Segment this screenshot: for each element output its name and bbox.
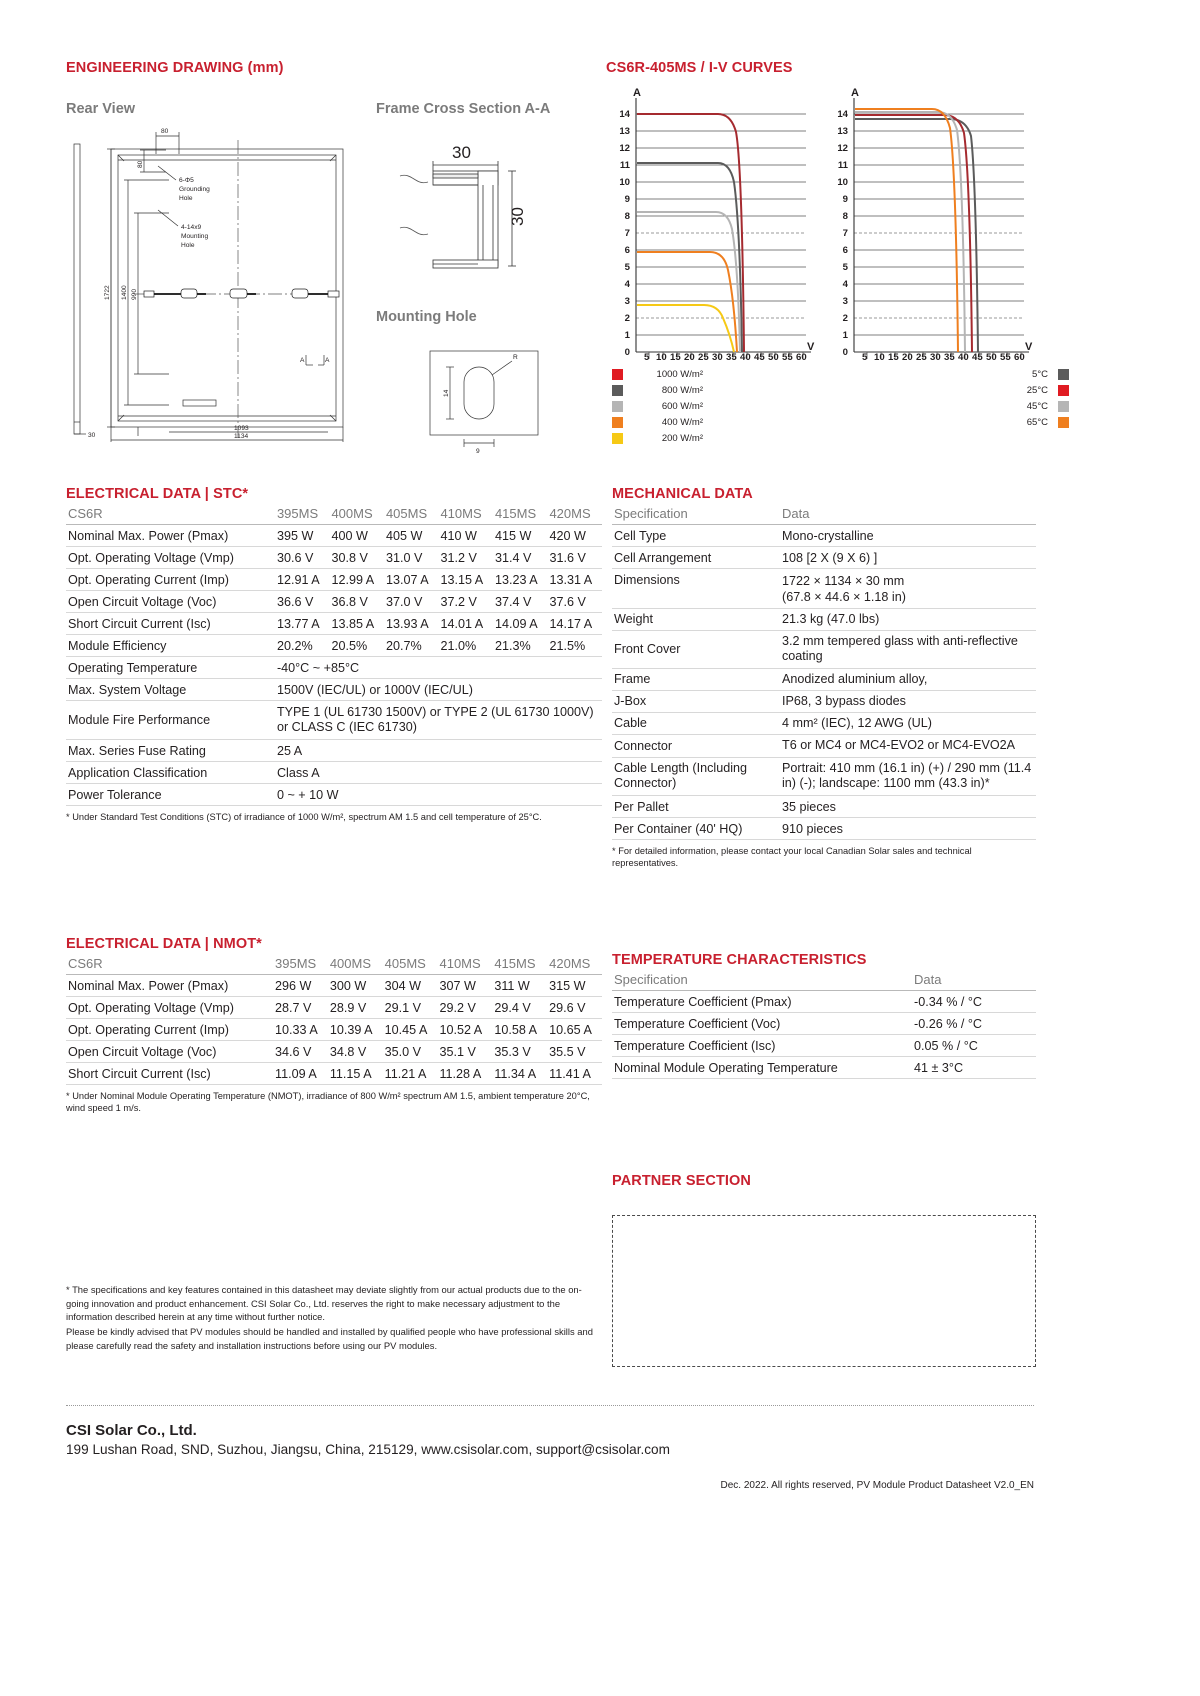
footer <box>66 1422 1034 1457</box>
cell: 11.34 A <box>492 1063 547 1085</box>
nmot-table <box>66 952 602 1085</box>
table-row <box>66 997 602 1019</box>
dim-1722: 1722 <box>104 285 111 300</box>
chart2-y-unit: A <box>851 87 859 99</box>
mech-col-data: Data <box>780 502 1036 525</box>
svg-text:9: 9 <box>842 194 848 205</box>
legend-swatch-5c <box>1058 369 1069 380</box>
cell: 304 W <box>383 975 438 997</box>
cell: 0 ~ + 10 W <box>275 784 602 806</box>
row-label: Module Fire Performance <box>66 701 275 740</box>
cell: -40°C ~ +85°C <box>275 657 602 679</box>
dim-80-top: 80 <box>161 128 169 135</box>
row-label: Dimensions <box>614 572 680 587</box>
hole-dim-14: 14 <box>443 389 450 397</box>
legend-item <box>1008 398 1069 414</box>
cell: 395 W <box>275 525 330 547</box>
cell: -0.34 % / °C <box>912 991 1036 1013</box>
row-label: Nominal Max. Power (Pmax) <box>66 525 275 547</box>
row-label: Front Cover <box>612 630 780 668</box>
svg-text:0: 0 <box>624 347 630 358</box>
stc-footnote: * Under Standard Test Conditions (STC) of irradiance of 1000 W/m², spectrum AM 1.5 and cell temperature of 25°C. <box>66 812 542 823</box>
hole-dim-9: 9 <box>476 448 480 455</box>
cell: 35.0 V <box>383 1041 438 1063</box>
footer-divider <box>66 1405 1034 1406</box>
section-mark-a-left: A <box>300 357 305 364</box>
nmot-variant-395ms: 395MS <box>273 952 328 975</box>
frame-dim-30-width: 30 <box>452 143 471 162</box>
svg-text:10: 10 <box>837 177 848 188</box>
table-row <box>66 525 602 547</box>
legend-label-800: 800 W/m² <box>661 384 703 396</box>
cell: Anodized aluminium alloy, <box>780 668 1036 690</box>
dim-1134: 1134 <box>234 433 249 440</box>
legend-swatch-600 <box>612 401 623 412</box>
mechanical-title: MECHANICAL DATA <box>612 486 753 502</box>
temperature-title: TEMPERATURE CHARACTERISTICS <box>612 952 867 968</box>
section-mark-a-right: A <box>325 357 330 364</box>
table-row <box>66 762 602 784</box>
table-row <box>612 991 1036 1013</box>
cell: 311 W <box>492 975 547 997</box>
cell: 10.52 A <box>437 1019 492 1041</box>
cell: 10.58 A <box>492 1019 547 1041</box>
legend-swatch-45c <box>1058 401 1069 412</box>
svg-text:8: 8 <box>842 211 848 222</box>
chart1-y-unit: A <box>633 87 641 99</box>
stc-title: ELECTRICAL DATA | STC* <box>66 486 249 502</box>
grounding-hole-callout-l2: Grounding <box>179 186 210 193</box>
svg-text:6: 6 <box>624 245 630 256</box>
dim-30-thickness: 30 <box>88 432 96 439</box>
stc-variant-400ms: 400MS <box>329 502 384 525</box>
dim-80-side: 80 <box>137 160 144 168</box>
row-label: Weight <box>612 608 780 630</box>
temperature-legend <box>1008 366 1069 430</box>
row-label: Per Pallet <box>612 796 780 818</box>
cell: 31.2 V <box>438 547 493 569</box>
cell: 10.33 A <box>273 1019 328 1041</box>
table-row <box>66 701 602 740</box>
temp-col-data: Data <box>912 968 1036 991</box>
cell: 34.6 V <box>273 1041 328 1063</box>
temp-header-row <box>612 968 1036 991</box>
table-row <box>66 657 602 679</box>
table-row <box>66 613 602 635</box>
row-label: Application Classification <box>66 762 275 784</box>
table-row <box>612 796 1036 818</box>
cell: 13.07 A <box>384 569 439 591</box>
cell: 13.77 A <box>275 613 330 635</box>
row-label: Short Circuit Current (Isc) <box>66 613 275 635</box>
cell: 35.3 V <box>492 1041 547 1063</box>
cell: Portrait: 410 mm (16.1 in) (+) / 290 mm (11.4 in) (-); landscape: 1100 mm (43.3 in)* <box>780 757 1036 795</box>
table-row <box>66 1041 602 1063</box>
stc-variant-420ms: 420MS <box>547 502 602 525</box>
svg-text:13: 13 <box>837 126 848 137</box>
cell: 0.05 % / °C <box>912 1035 1036 1057</box>
table-row <box>66 591 602 613</box>
nmot-variant-410ms: 410MS <box>437 952 492 975</box>
electrical-data-stc-section <box>66 486 602 824</box>
table-row <box>612 569 1036 591</box>
cell: 300 W <box>328 975 383 997</box>
cell: 36.8 V <box>329 591 384 613</box>
table-row <box>612 712 1036 734</box>
svg-text:8: 8 <box>624 211 630 222</box>
legend-item <box>612 382 703 398</box>
svg-text:2: 2 <box>624 313 630 324</box>
cell: 4 mm² (IEC), 12 AWG (UL) <box>780 712 1036 734</box>
row-label: Temperature Coefficient (Voc) <box>612 1013 912 1035</box>
table-row <box>612 818 1036 840</box>
mech-header-row <box>612 502 1036 525</box>
cell: 1722 × 1134 × 30 mm <box>782 574 905 589</box>
nmot-header-row <box>66 952 602 975</box>
cell: IP68, 3 bypass diodes <box>780 690 1036 712</box>
cell: 11.41 A <box>547 1063 602 1085</box>
temperature-characteristics-section <box>612 952 1036 1079</box>
cell: 3.2 mm tempered glass with anti-reflective coating <box>780 630 1036 668</box>
row-label: Opt. Operating Voltage (Vmp) <box>66 997 273 1019</box>
cell: 11.09 A <box>273 1063 328 1085</box>
stc-table <box>66 502 602 806</box>
company-address: 199 Lushan Road, SND, Suzhou, Jiangsu, China, 215129, www.csisolar.com, support@csisolar.com <box>66 1442 670 1457</box>
cell: 35.1 V <box>437 1041 492 1063</box>
partner-placeholder-box[interactable] <box>612 1215 1036 1367</box>
cell: 13.31 A <box>547 569 602 591</box>
chart2-x-unit: V <box>1025 341 1033 353</box>
nmot-footnote: * Under Nominal Module Operating Temperature (NMOT), irradiance of 800 W/m² spectrum AM 1.5, ambient temperature 20°C, wind speed 1 m/s. <box>66 1091 590 1114</box>
nmot-variant-405ms: 405MS <box>383 952 438 975</box>
table-row <box>612 734 1036 757</box>
row-label: Connector <box>612 734 780 757</box>
frame-cross-section-label: Frame Cross Section A-A <box>376 101 551 117</box>
mech-col-spec: Specification <box>612 502 780 525</box>
svg-text:4: 4 <box>842 279 848 290</box>
cell: 21.3% <box>493 635 548 657</box>
legend-swatch-800 <box>612 385 623 396</box>
cell: 410 W <box>438 525 493 547</box>
cell: 21.3 kg (47.0 lbs) <box>780 608 1036 630</box>
row-label: Cell Type <box>612 525 780 547</box>
svg-text:6: 6 <box>842 245 848 256</box>
cell: 11.15 A <box>328 1063 383 1085</box>
row-label: Power Tolerance <box>66 784 275 806</box>
cell: 31.6 V <box>547 547 602 569</box>
svg-text:1: 1 <box>842 330 848 341</box>
legend-label-200: 200 W/m² <box>661 432 703 444</box>
cell: 20.2% <box>275 635 330 657</box>
row-label: Nominal Module Operating Temperature <box>612 1057 912 1079</box>
irradiance-legend <box>612 366 703 446</box>
cell: Mono-crystalline <box>780 525 1036 547</box>
cell: 21.0% <box>438 635 493 657</box>
table-row <box>66 679 602 701</box>
cell: 35 pieces <box>780 796 1036 818</box>
legend-label-400: 400 W/m² <box>661 416 703 428</box>
mechanical-data-section <box>612 486 1036 869</box>
legend-label-45c: 45°C <box>1026 400 1048 412</box>
row-label: Cell Arrangement <box>612 547 780 569</box>
cell: 37.2 V <box>438 591 493 613</box>
cell: -0.26 % / °C <box>912 1013 1036 1035</box>
document-version: Dec. 2022. All rights reserved, PV Module Product Datasheet V2.0_EN <box>720 1480 1034 1491</box>
legend-label-1000: 1000 W/m² <box>656 368 703 380</box>
rear-view-drawing <box>66 122 366 452</box>
nmot-variant-420ms: 420MS <box>547 952 602 975</box>
legend-item <box>612 414 703 430</box>
table-row <box>612 547 1036 569</box>
cell: 36.6 V <box>275 591 330 613</box>
chart1-x-ticklabels: 5 10 15 20 25 30 35 40 45 50 55 60 <box>644 352 807 363</box>
table-row <box>66 740 602 762</box>
legend-label-600: 600 W/m² <box>661 400 703 412</box>
svg-text:13: 13 <box>619 126 630 137</box>
cell: 30.6 V <box>275 547 330 569</box>
company-name: CSI Solar Co., Ltd. <box>66 1422 197 1439</box>
svg-text:11: 11 <box>837 160 848 171</box>
chart2-x-ticklabels: 5 10 15 20 25 30 35 40 45 50 55 60 <box>862 352 1025 363</box>
cell: 29.1 V <box>383 997 438 1019</box>
cell: 14.17 A <box>547 613 602 635</box>
cell: 20.7% <box>384 635 439 657</box>
legend-swatch-25c <box>1058 385 1069 396</box>
row-label: Open Circuit Voltage (Voc) <box>66 1041 273 1063</box>
cell: 35.5 V <box>547 1041 602 1063</box>
row-label: Opt. Operating Voltage (Vmp) <box>66 547 275 569</box>
nmot-variant-400ms: 400MS <box>328 952 383 975</box>
engineering-drawing-title: ENGINEERING DRAWING (mm) <box>66 60 284 76</box>
cell: 12.91 A <box>275 569 330 591</box>
stc-variant-415ms: 415MS <box>493 502 548 525</box>
cell: T6 or MC4 or MC4-EVO2 or MC4-EVO2A <box>780 734 1036 757</box>
cell: 14.09 A <box>493 613 548 635</box>
iv-curves-title: CS6R-405MS / I-V CURVES <box>606 60 793 76</box>
cell: TYPE 1 (UL 61730 1500V) or TYPE 2 (UL 61730 1000V) or CLASS C (IEC 61730) <box>275 701 602 740</box>
stc-col-header: CS6R <box>66 502 275 525</box>
legend-item <box>612 366 703 382</box>
cell: 10.65 A <box>547 1019 602 1041</box>
svg-text:5: 5 <box>842 262 848 273</box>
row-label: Temperature Coefficient (Isc) <box>612 1035 912 1057</box>
cell: 910 pieces <box>780 818 1036 840</box>
table-row <box>612 608 1036 630</box>
cell: 37.0 V <box>384 591 439 613</box>
grounding-hole-callout: 6-Φ5 <box>179 177 194 184</box>
table-row <box>66 784 602 806</box>
table-row <box>612 590 1036 608</box>
legend-item <box>1008 366 1069 382</box>
legend-swatch-200 <box>612 433 623 444</box>
cell: 415 W <box>493 525 548 547</box>
cell: 21.5% <box>547 635 602 657</box>
row-label: J-Box <box>612 690 780 712</box>
frame-dim-30-height: 30 <box>508 207 527 226</box>
table-row <box>66 569 602 591</box>
mechanical-footnote: * For detailed information, please contact your local Canadian Solar sales and technical representatives. <box>612 846 972 869</box>
cell: 28.9 V <box>328 997 383 1019</box>
cell: 28.7 V <box>273 997 328 1019</box>
cell: 25 A <box>275 740 602 762</box>
cell: 29.6 V <box>547 997 602 1019</box>
row-label: Opt. Operating Current (Imp) <box>66 1019 273 1041</box>
svg-text:3: 3 <box>842 296 848 307</box>
legend-swatch-1000 <box>612 369 623 380</box>
cell: 11.28 A <box>437 1063 492 1085</box>
cell: 29.4 V <box>492 997 547 1019</box>
nmot-col-header: CS6R <box>66 952 273 975</box>
svg-text:10: 10 <box>619 177 630 188</box>
cell: 108 [2 X (9 X 6) ] <box>780 547 1036 569</box>
chart1-x-unit: V <box>807 341 815 353</box>
disclaimer-paragraph-1: * The specifications and key features contained in this datasheet may deviate slightly from our actual products due to the on-going innovation and product enhancement. CSI Solar Co., Ltd. reserves the right to make necessary adjustment to the information described herein at any time without further notice. <box>66 1284 582 1323</box>
cell: 14.01 A <box>438 613 493 635</box>
table-row <box>612 525 1036 547</box>
svg-text:3: 3 <box>624 296 630 307</box>
legend-item <box>1008 414 1069 430</box>
cell: 13.93 A <box>384 613 439 635</box>
cell: 41 ± 3°C <box>912 1057 1036 1079</box>
cell: 315 W <box>547 975 602 997</box>
cell: 296 W <box>273 975 328 997</box>
svg-text:2: 2 <box>842 313 848 324</box>
stc-header-row <box>66 502 602 525</box>
svg-text:14: 14 <box>837 109 848 120</box>
dim-1093: 1093 <box>234 425 249 432</box>
row-label: Short Circuit Current (Isc) <box>66 1063 273 1085</box>
svg-text:9: 9 <box>624 194 630 205</box>
svg-text:1: 1 <box>624 330 630 341</box>
legend-item <box>612 430 703 446</box>
row-label: Cable <box>612 712 780 734</box>
cell: 13.85 A <box>329 613 384 635</box>
table-row <box>612 1013 1036 1035</box>
legend-swatch-400 <box>612 417 623 428</box>
row-label-spacer <box>612 590 780 608</box>
legend-swatch-65c <box>1058 417 1069 428</box>
cell: 13.23 A <box>493 569 548 591</box>
row-label: Nominal Max. Power (Pmax) <box>66 975 273 997</box>
table-row <box>66 635 602 657</box>
table-row <box>612 1057 1036 1079</box>
mechanical-table <box>612 502 1036 840</box>
table-row <box>612 630 1036 668</box>
svg-text:14: 14 <box>619 109 630 120</box>
temp-col-spec: Specification <box>612 968 912 991</box>
temperature-table <box>612 968 1036 1079</box>
svg-text:7: 7 <box>842 228 848 239</box>
nmot-title: ELECTRICAL DATA | NMOT* <box>66 936 262 952</box>
table-row <box>612 668 1036 690</box>
mounting-hole-drawing <box>420 345 550 455</box>
stc-variant-395ms: 395MS <box>275 502 330 525</box>
svg-text:11: 11 <box>619 160 630 171</box>
nmot-variant-415ms: 415MS <box>492 952 547 975</box>
row-label: Opt. Operating Current (Imp) <box>66 569 275 591</box>
cell: 37.6 V <box>547 591 602 613</box>
stc-variant-410ms: 410MS <box>438 502 493 525</box>
table-row <box>66 1019 602 1041</box>
cell: 37.4 V <box>493 591 548 613</box>
cell: (67.8 × 44.6 × 1.18 in) <box>780 590 1036 608</box>
row-label: Module Efficiency <box>66 635 275 657</box>
table-row <box>66 1063 602 1085</box>
rear-view-label: Rear View <box>66 101 136 117</box>
table-row <box>612 1035 1036 1057</box>
dim-990: 990 <box>131 288 138 300</box>
cell: 420 W <box>547 525 602 547</box>
legend-item <box>612 398 703 414</box>
cell: 31.0 V <box>384 547 439 569</box>
cell: 29.2 V <box>437 997 492 1019</box>
svg-text:7: 7 <box>624 228 630 239</box>
cell: 10.39 A <box>328 1019 383 1041</box>
cell: 1500V (IEC/UL) or 1000V (IEC/UL) <box>275 679 602 701</box>
table-row <box>612 690 1036 712</box>
legend-label-65c: 65°C <box>1026 416 1048 428</box>
cell: 31.4 V <box>493 547 548 569</box>
cell: Class A <box>275 762 602 784</box>
hole-radius-callout: R <box>513 354 518 361</box>
cell: 30.8 V <box>329 547 384 569</box>
row-label: Max. Series Fuse Rating <box>66 740 275 762</box>
mounting-hole-callout-l2: Mounting <box>181 233 209 240</box>
svg-text:5: 5 <box>624 262 630 273</box>
table-row <box>66 547 602 569</box>
svg-text:4: 4 <box>624 279 630 290</box>
cell: 10.45 A <box>383 1019 438 1041</box>
cell: 307 W <box>437 975 492 997</box>
cell: 405 W <box>384 525 439 547</box>
cell: 12.99 A <box>329 569 384 591</box>
partner-title: PARTNER SECTION <box>612 1173 751 1189</box>
dim-1400: 1400 <box>121 285 128 300</box>
svg-text:12: 12 <box>619 143 630 154</box>
mounting-hole-callout-l3: Hole <box>181 242 195 249</box>
legend-label-25c: 25°C <box>1026 384 1048 396</box>
electrical-data-nmot-section <box>66 936 602 1114</box>
row-label: Frame <box>612 668 780 690</box>
row-label: Per Container (40' HQ) <box>612 818 780 840</box>
table-row <box>66 975 602 997</box>
row-label: Cable Length (Including Connector) <box>612 757 780 795</box>
disclaimer-text <box>66 1283 596 1352</box>
cell: 11.21 A <box>383 1063 438 1085</box>
row-label: Open Circuit Voltage (Voc) <box>66 591 275 613</box>
legend-item <box>1008 382 1069 398</box>
row-label: Temperature Coefficient (Pmax) <box>612 991 912 1013</box>
disclaimer-paragraph-2: Please be kindly advised that PV modules should be handled and installed by qualified people who have professional skills and please carefully read the safety and installation instructions before using our PV modules. <box>66 1325 593 1351</box>
mounting-hole-label: Mounting Hole <box>376 309 477 325</box>
partner-section <box>612 1173 1036 1367</box>
mounting-hole-callout: 4-14x9 <box>181 224 202 231</box>
row-label: Operating Temperature <box>66 657 275 679</box>
row-label: Max. System Voltage <box>66 679 275 701</box>
stc-variant-405ms: 405MS <box>384 502 439 525</box>
grounding-hole-callout-l3: Hole <box>179 195 193 202</box>
svg-text:0: 0 <box>842 347 848 358</box>
table-row <box>612 757 1036 795</box>
svg-text:12: 12 <box>837 143 848 154</box>
legend-label-5c: 5°C <box>1032 368 1048 380</box>
cell: 400 W <box>329 525 384 547</box>
cell: 34.8 V <box>328 1041 383 1063</box>
frame-cross-section-drawing <box>390 128 570 298</box>
cell: 13.15 A <box>438 569 493 591</box>
cell: 20.5% <box>329 635 384 657</box>
